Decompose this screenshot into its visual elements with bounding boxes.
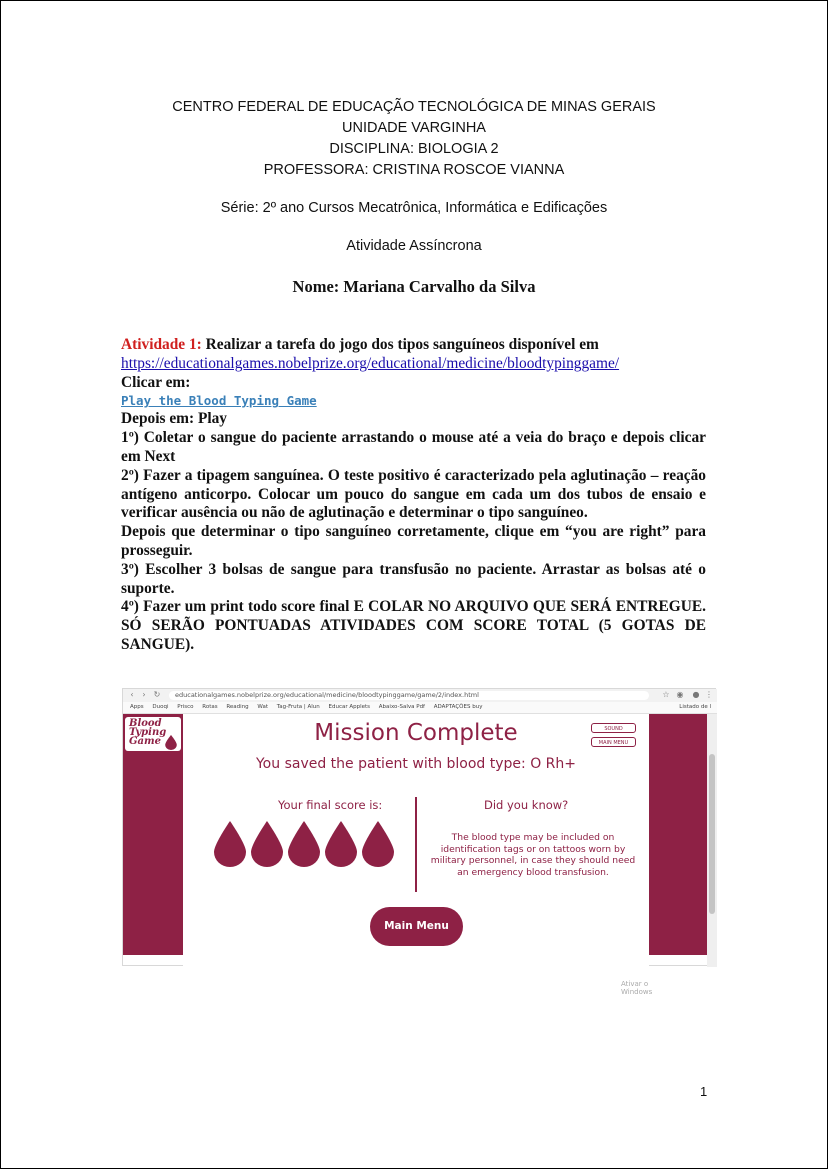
bookmark-item[interactable]: Duoqi [152, 704, 169, 710]
discipline-line: DISCIPLINA: BIOLOGIA 2 [329, 141, 499, 157]
step-2-text: 2º) Fazer a tipagem sanguínea. O teste positivo é caracterizado pela aglutinação – reação antígeno anticorpo. Colocar um pouco do sangue em cada um dos tubos de ensaio e verificar ausência ou não de aglutinação e determinar o tipo sanguíneo. [121, 466, 706, 522]
content-divider [415, 797, 417, 892]
blood-drop-icon [250, 820, 284, 868]
back-icon[interactable]: ‹ [130, 690, 134, 699]
play-game-link[interactable]: Play the Blood Typing Game [121, 393, 317, 409]
blood-drop-icon [361, 820, 395, 868]
right-side-panel [649, 714, 707, 955]
page-number: 1 [700, 1084, 708, 1099]
game-url-link[interactable]: https://educationalgames.nobelprize.org/educational/medicine/bloodtypinggame/ [121, 354, 620, 372]
bookmark-item-right[interactable]: Listado de l [679, 704, 711, 710]
document-header [0, 97, 828, 181]
bookmark-item[interactable]: Wat [257, 704, 269, 710]
activate-windows-watermark: Ativar o Windows [621, 980, 653, 996]
bookmark-item[interactable]: Abaixo-Salva Pdf [378, 704, 425, 710]
final-score-label: Your final score is: [278, 798, 383, 812]
activity-intro [121, 336, 706, 374]
bookmark-item[interactable]: Prisco [177, 704, 194, 710]
logo-text: Blood Typing Game [129, 718, 167, 747]
bookmark-item[interactable]: Rotas [202, 704, 218, 710]
bookmark-item[interactable]: Apps [130, 704, 144, 710]
kebab-menu-icon[interactable]: ⋮ [705, 690, 713, 699]
main-menu-small-button[interactable]: MAIN MENU [591, 737, 636, 747]
step-2b-text: Depois que determinar o tipo sanguíneo corretamente, clique em “you are right” para prosseguir. [121, 523, 706, 559]
bookmark-item[interactable]: Tag-Fruta | Alun [276, 704, 320, 710]
activity-label: Atividade 1: [121, 336, 202, 353]
student-name: Nome: Mariana Carvalho da Silva [292, 277, 536, 296]
bookmark-item[interactable]: Reading [226, 704, 249, 710]
logo-drop-icon [165, 735, 177, 750]
activity-body [121, 336, 706, 655]
star-icon[interactable]: ☆ [662, 690, 670, 699]
did-you-know-title: Did you know? [484, 798, 569, 812]
page-scrollbar[interactable] [707, 714, 717, 967]
profile-icon[interactable]: ● [692, 690, 700, 699]
reload-icon[interactable]: ↻ [153, 690, 161, 699]
blood-typing-logo [125, 717, 181, 751]
scroll-thumb[interactable] [709, 754, 715, 914]
sound-button[interactable]: SOUND [591, 723, 636, 733]
series-line: Série: 2º ano Cursos Mecatrônica, Informática e Edificações [220, 200, 608, 216]
extension-icon[interactable]: ◉ [676, 690, 684, 699]
activity-intro-text: Realizar a tarefa do jogo dos tipos sanguíneos disponível em [201, 336, 599, 353]
did-you-know-text: The blood type may be included on identification tags or on tattoos worn by military personnel, in case they should need an emergency blood transfusion. [430, 832, 636, 878]
step-3-text: 3º) Escolher 3 bolsas de sangue para transfusão no paciente. Arrastar as bolsas até o suporte. [121, 560, 706, 597]
unit-line: UNIDADE VARGINHA [342, 120, 486, 136]
forward-icon[interactable]: › [142, 690, 146, 699]
game-content [183, 714, 653, 996]
mission-title: Mission Complete [314, 720, 518, 746]
left-side-panel [123, 714, 183, 955]
step-1-text: 1º) Coletar o sangue do paciente arrastando o mouse até a veia do braço e depois clicar em Next [121, 429, 706, 465]
bookmark-item[interactable]: Educar Applets [328, 704, 371, 710]
teacher-line: PROFESSORA: CRISTINA ROSCOE VIANNA [263, 162, 565, 178]
bookmarks-bar [123, 702, 717, 714]
blood-drop-icon [213, 820, 247, 868]
game-screenshot [122, 688, 716, 996]
bookmark-item[interactable]: ADAPTAÇÕES buy [433, 704, 483, 710]
then-play-text: Depois em: Play [121, 410, 228, 428]
address-bar[interactable]: educationalgames.nobelprize.org/educational/medicine/bloodtypinggame/game/2/index.html [169, 691, 649, 700]
activity-type-line: Atividade Assíncrona [346, 238, 482, 254]
blood-drop-icon [324, 820, 358, 868]
score-drops [213, 820, 393, 872]
step-4-text: 4º) Fazer um print todo score final E COLAR NO ARQUIVO QUE SERÁ ENTREGUE. SÓ SERÃO PONTUADAS ATIVIDADES COM SCORE TOTAL (5 GOTAS DE SANGUE). [121, 598, 706, 653]
browser-nav-bar [123, 689, 717, 702]
mission-subtitle: You saved the patient with blood type: O Rh+ [255, 756, 577, 772]
click-on-text: Clicar em: [121, 373, 191, 391]
main-menu-button[interactable]: Main Menu [370, 907, 463, 946]
institution-line: CENTRO FEDERAL DE EDUCAÇÃO TECNOLÓGICA DE MINAS GERAIS [172, 99, 656, 115]
blood-drop-icon [287, 820, 321, 868]
